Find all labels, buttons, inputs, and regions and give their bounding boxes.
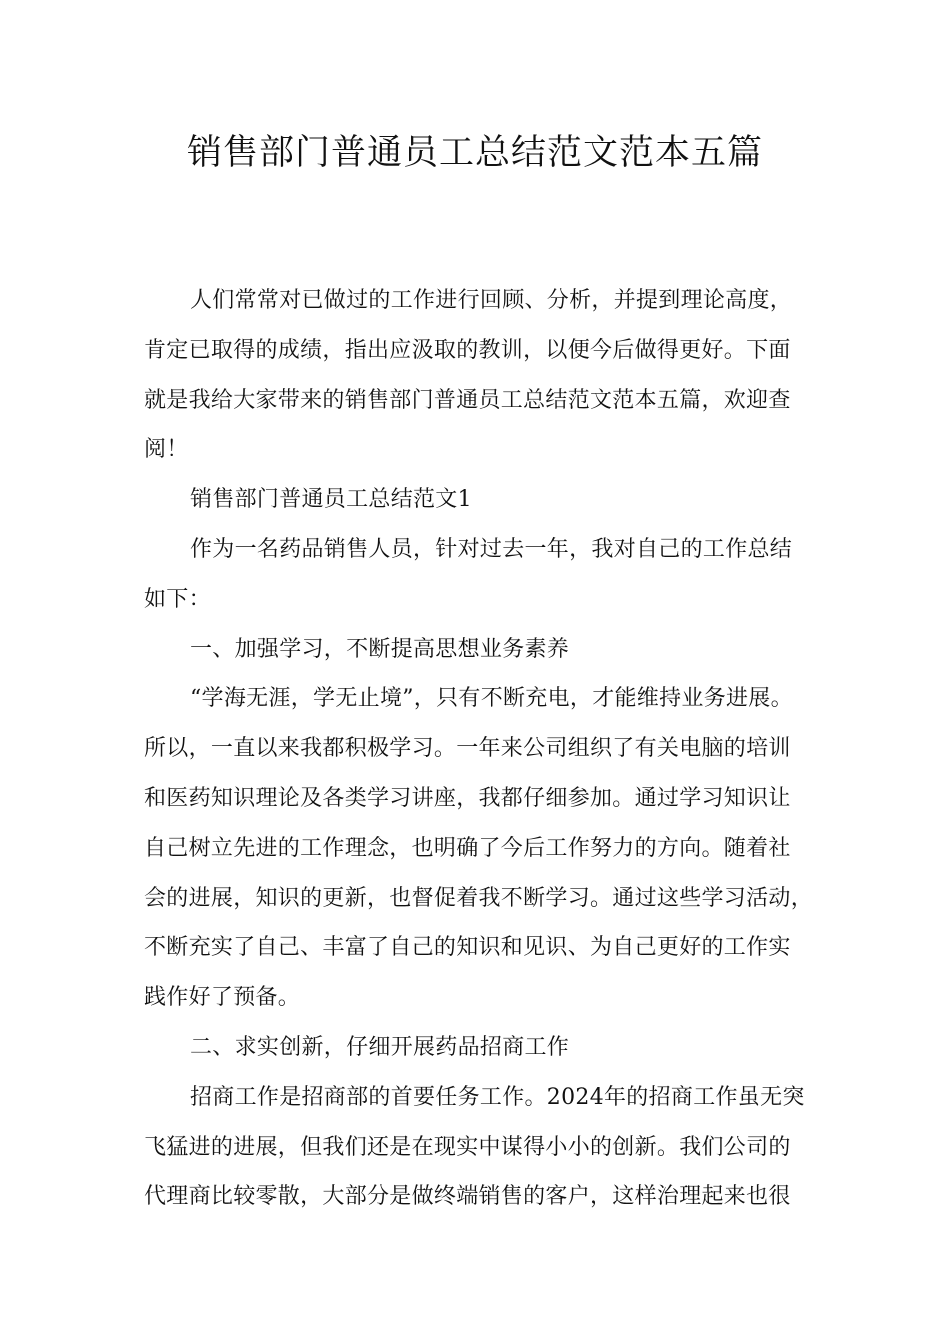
- paragraph-line: 代理商比较零散，大部分是做终端销售的客户，这样治理起来也很: [144, 1184, 791, 1210]
- paragraph-line: 阅！: [144, 437, 189, 463]
- paragraph-line: 如下：: [144, 586, 211, 612]
- paragraph-line: 招商工作是招商部的首要任务工作。2024年的招商工作虽无突: [190, 1084, 805, 1110]
- paragraph-line: 人们常常对已做过的工作进行回顾、分析，并提到理论高度，: [190, 288, 793, 313]
- paragraph-line: 就是我给大家带来的销售部门普通员工总结范文范本五篇，欢迎查: [144, 387, 791, 413]
- section-heading: 一、加强学习，不断提高思想业务素养: [190, 636, 570, 662]
- section-heading: 销售部门普通员工总结范文1: [190, 487, 472, 513]
- paragraph-line: 自己树立先进的工作理念，也明确了今后工作努力的方向。随着社: [144, 835, 791, 861]
- document-body: [144, 276, 820, 1222]
- paragraph-line: 飞猛进的进展，但我们还是在现实中谋得小小的创新。我们公司的: [144, 1134, 791, 1160]
- paragraph-line: 作为一名药品销售人员，针对过去一年，我对自己的工作总结: [190, 536, 793, 562]
- paragraph-line: 肯定已取得的成绩，指出应汲取的教训，以便今后做得更好。下面: [144, 337, 791, 363]
- paragraph-line: “学海无涯，学无止境”，只有不断充电，才能维持业务进展。: [190, 686, 793, 712]
- paragraph-line: 践作好了预备。: [144, 985, 301, 1011]
- paragraph-line: 和医药知识理论及各类学习讲座，我都仔细参加。通过学习知识让: [144, 785, 791, 811]
- section-heading: 二、求实创新，仔细开展药品招商工作: [190, 1034, 570, 1060]
- document-title: 销售部门普通员工总结范文范本五篇: [186, 133, 763, 173]
- paragraph-line: 会的进展，知识的更新，也督促着我不断学习。通过这些学习活动，: [144, 885, 814, 911]
- paragraph-line: 所以，一直以来我都积极学习。一年来公司组织了有关电脑的培训: [144, 736, 791, 762]
- paragraph-line: 不断充实了自己、丰富了自己的知识和见识、为自己更好的工作实: [144, 935, 791, 961]
